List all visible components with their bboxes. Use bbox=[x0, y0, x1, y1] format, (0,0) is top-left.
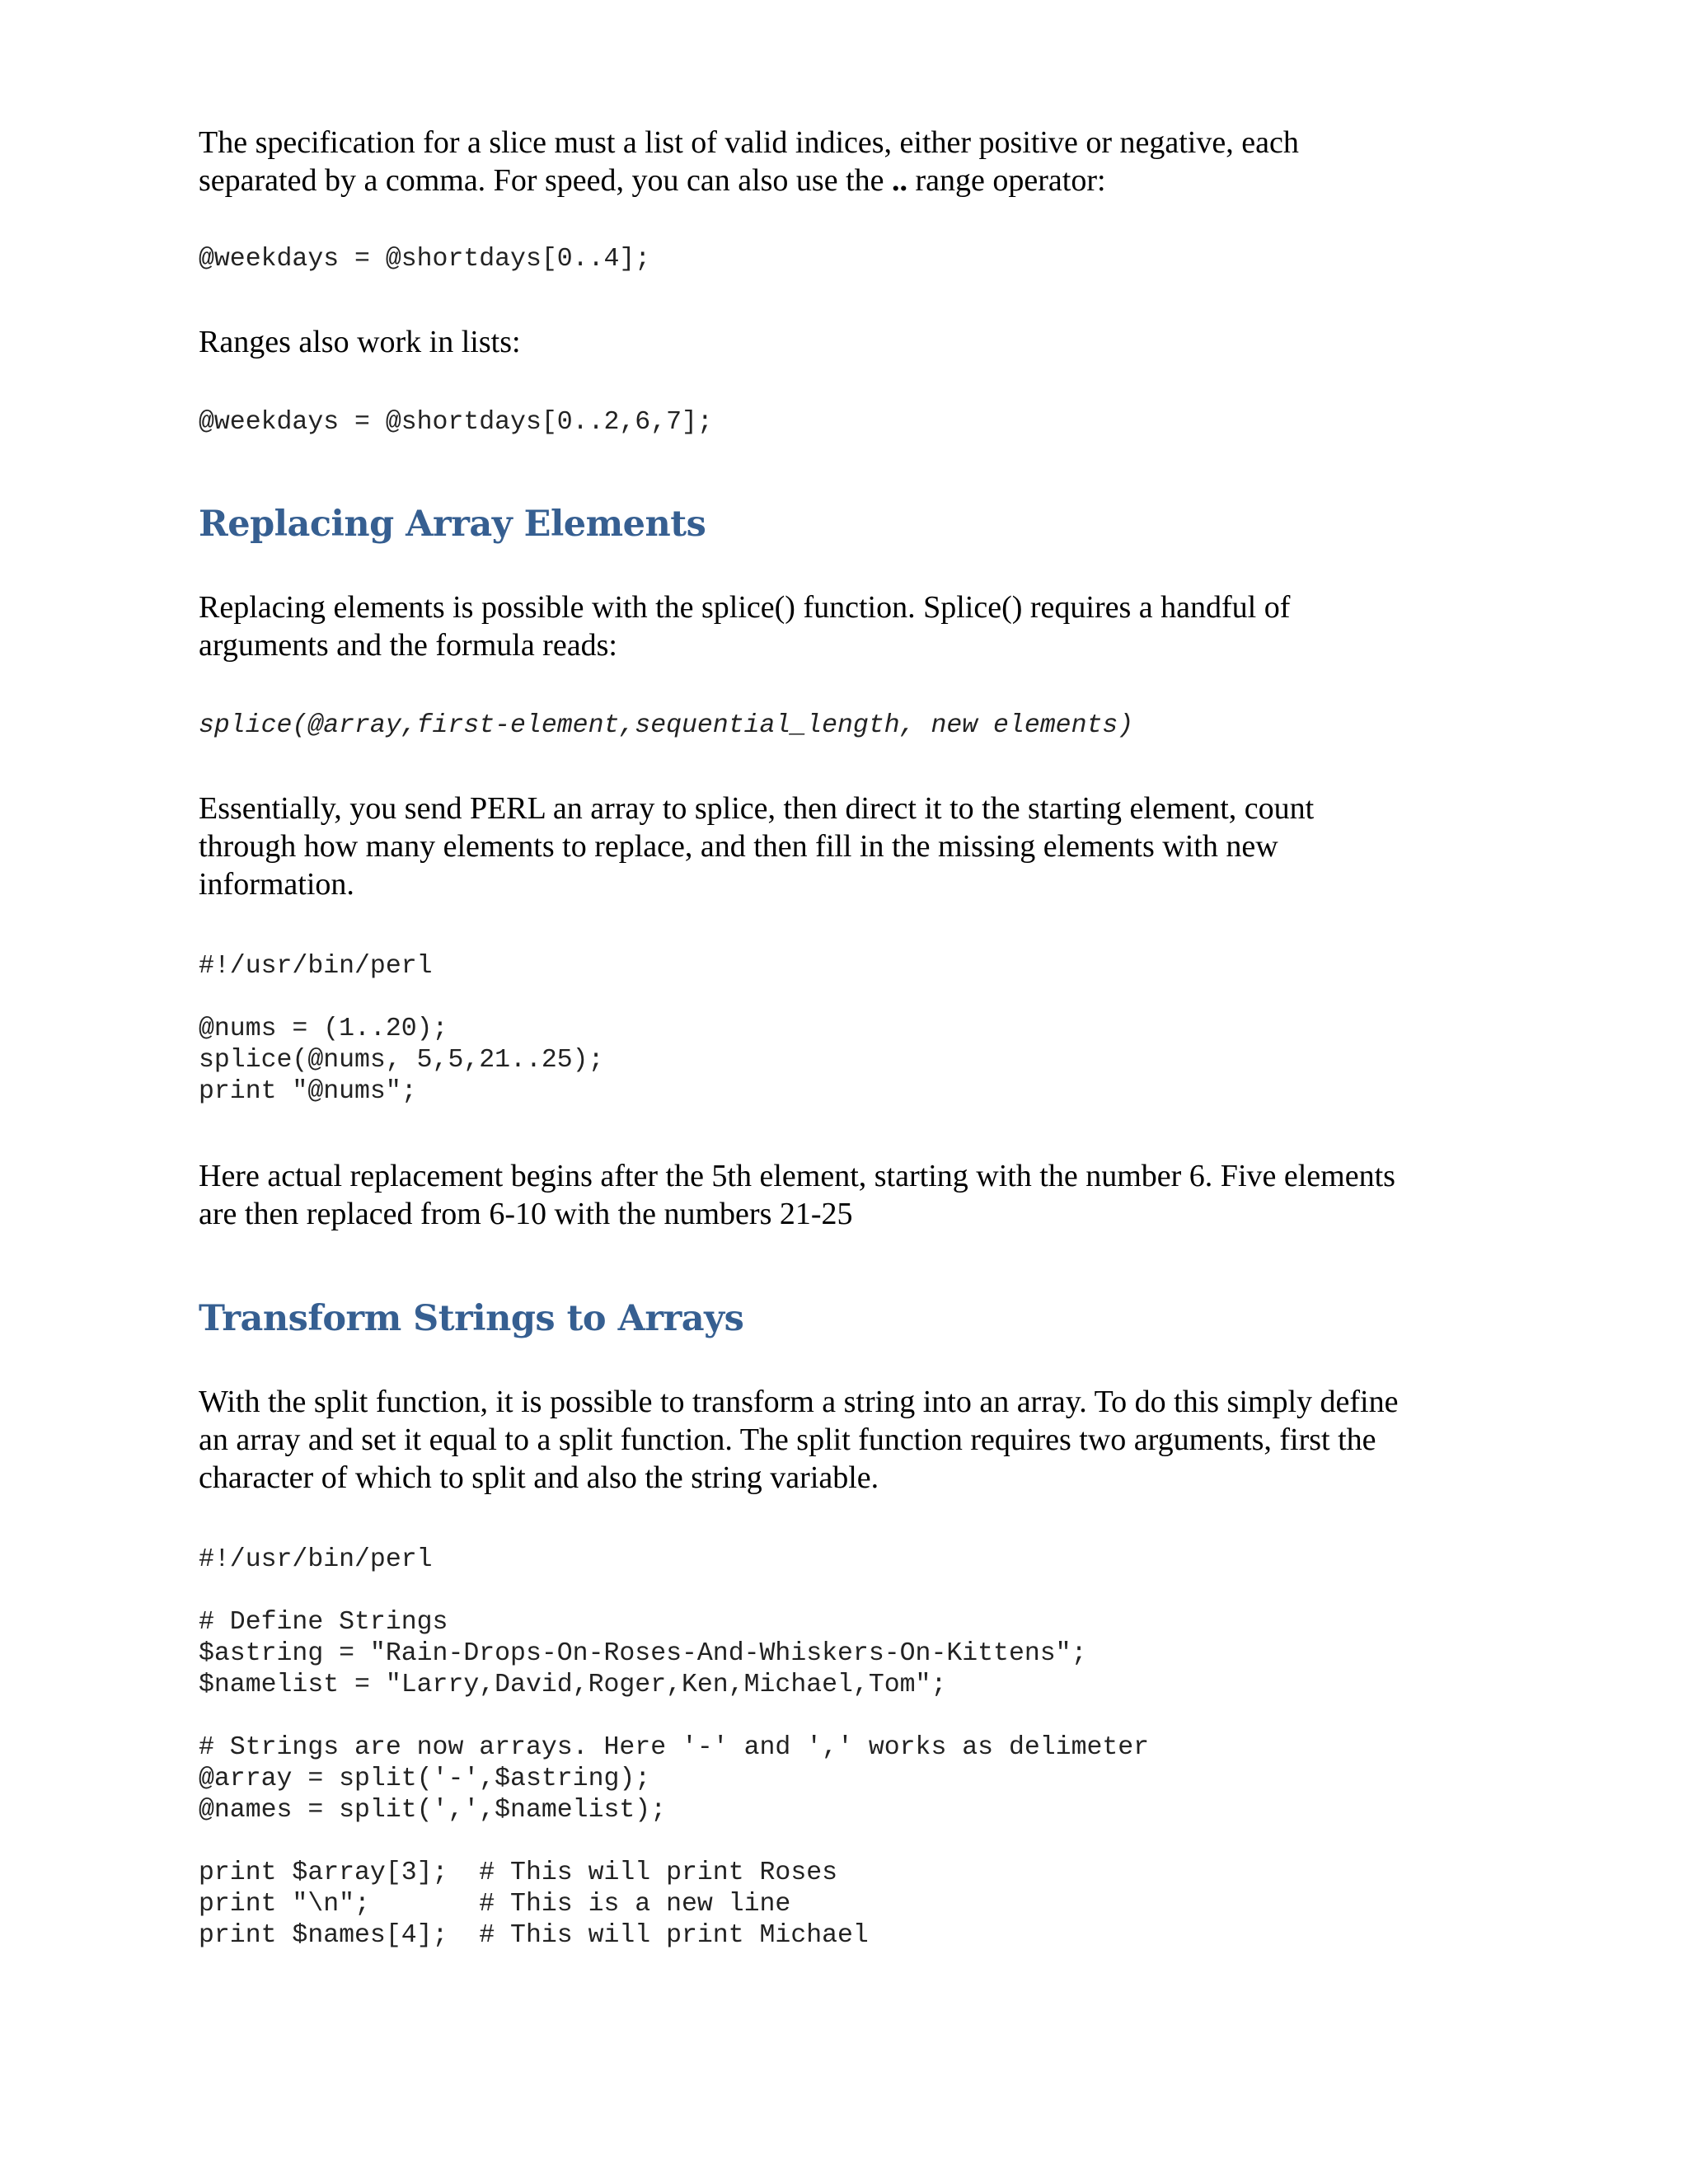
paragraph-split-intro: With the split function, it is possible to transform a string into an array. To do this simply define an array and set it equal to a split function. The split function requires two arguments, first the character of which to split and also the string variable. bbox=[199, 1385, 1399, 1495]
code-slice-range: @weekdays = @shortdays[0..4]; bbox=[199, 245, 651, 274]
heading-transform-strings: Transform Strings to Arrays bbox=[199, 1298, 744, 1339]
code-splice-example: #!/usr/bin/perl @nums = (1..20); splice(@nums, 5,5,21..25); print "@nums"; bbox=[199, 952, 604, 1106]
paragraph-slice-spec bbox=[199, 124, 1501, 199]
paragraph-slice-spec-line2-before: separated by a comma. For speed, you can also use the bbox=[199, 163, 893, 198]
range-operator: .. bbox=[892, 163, 908, 198]
paragraph-splice-explain: Essentially, you send PERL an array to splice, then direct it to the starting element, count through how many elements to replace, and then fill in the missing elements with new information. bbox=[199, 791, 1315, 902]
heading-replacing-array-elements: Replacing Array Elements bbox=[199, 504, 706, 545]
document-page bbox=[199, 124, 1501, 1952]
code-split-example: #!/usr/bin/perl # Define Strings $astring = "Rain-Drops-On-Roses-And-Whiskers-On-Kittens"; $namelist = "Larry,David,Roger,Ken,Michael,Tom"; # Strings are now arrays. Here '-' and ',' works as delimeter @array = split('-',$astring); @names = split(',',$namelist); print $array[3]; # This will print Roses print "\n"; # This is a new line print $names[4]; # This will print Michael bbox=[199, 1545, 1150, 1950]
paragraph-slice-spec-line2-after: range operator: bbox=[907, 163, 1106, 198]
paragraph-replacement-note: Here actual replacement begins after the 5th element, starting with the number 6. Five elements are then replaced from 6-10 with the numbers 21-25 bbox=[199, 1159, 1395, 1231]
paragraph-slice-spec-line1: The specification for a slice must a list of valid indices, either positive or negative, each bbox=[199, 125, 1299, 160]
paragraph-splice-intro: Replacing elements is possible with the splice() function. Splice() requires a handful of arguments and the formula reads: bbox=[199, 590, 1291, 663]
paragraph-ranges-lists: Ranges also work in lists: bbox=[199, 325, 521, 359]
code-slice-list: @weekdays = @shortdays[0..2,6,7]; bbox=[199, 408, 713, 437]
code-splice-formula: splice(@array,first-element,sequential_length, new elements) bbox=[199, 711, 1134, 740]
